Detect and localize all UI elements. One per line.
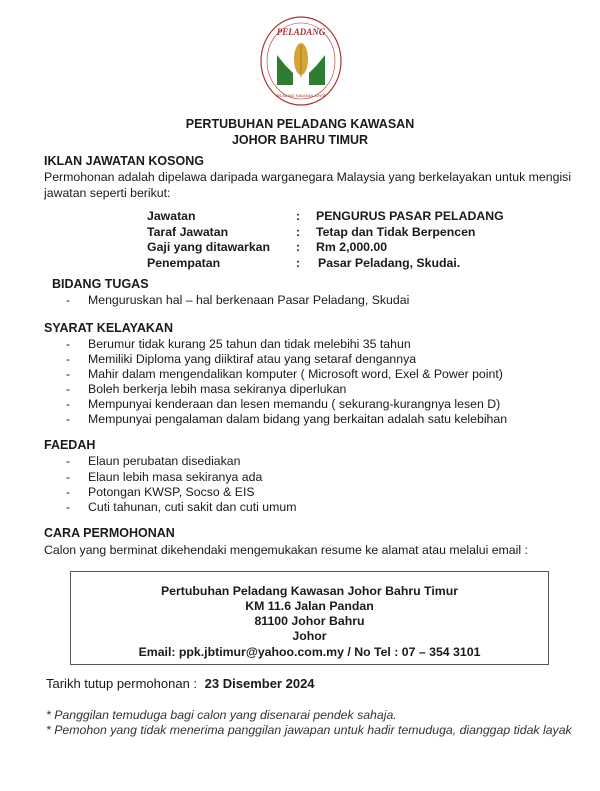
peladang-logo [259,15,343,107]
detail-label: Jawatan [147,209,196,223]
bullet-dash: - [66,454,71,468]
closing-date-value: 23 Disember 2024 [204,676,315,691]
closing-date [46,676,315,691]
detail-value-gaji: Rm 2,000.00 [316,240,388,254]
detail-label: Gaji yang ditawarkan [147,240,271,254]
detail-colon: : [296,225,301,239]
bullet-dash: - [66,397,71,411]
detail-colon: : [296,240,301,254]
note-2: * Pemohon yang tidak menerima panggilan jawapan untuk hadir temuduga, dianggap tidak layak [46,723,572,737]
detail-value-penempatan: Pasar Peladang, Skudai. [318,256,461,270]
list-item: Menguruskan hal – hal berkenaan Pasar Peladang, Skudai [88,293,410,307]
list-item: Elaun perubatan disediakan [88,454,241,468]
detail-colon: : [296,209,301,223]
list-item: Berumur tidak kurang 25 tahun dan tidak melebihi 35 tahun [88,337,411,351]
svg-text:PELADANG: PELADANG [276,27,326,37]
section-heading-faedah: FAEDAH [44,438,96,452]
closing-label: Tarikh tutup permohonan : [46,676,198,691]
detail-label: Penempatan [147,256,221,270]
org-title-line1: PERTUBUHAN PELADANG KAWASAN [185,117,415,131]
bullet-dash: - [66,485,71,499]
address-line2: KM 11.6 Jalan Pandan [245,599,374,613]
bullet-dash: - [66,367,71,381]
section-heading-bidang-tugas: BIDANG TUGAS [52,277,149,291]
list-item: Memiliki Diploma yang diiktiraf atau yang setaraf dengannya [88,352,417,366]
list-item: Mahir dalam mengendalikan komputer ( Microsoft word, Exel & Power point) [88,367,503,381]
detail-colon: : [296,256,301,270]
bullet-dash: - [66,293,71,307]
bullet-dash: - [66,352,71,366]
bullet-dash: - [66,412,71,426]
bullet-dash: - [66,500,71,514]
address-line4: Johor [292,629,327,643]
list-item: Potongan KWSP, Socso & EIS [88,485,255,499]
list-item: Cuti tahunan, cuti sakit dan cuti umum [88,500,297,514]
note-1: * Panggilan temuduga bagi calon yang disenarai pendek sahaja. [46,708,397,722]
section-heading-syarat: SYARAT KELAYAKAN [44,321,173,335]
intro-text-line2: jawatan seperti berikut: [44,186,171,200]
address-line1: Pertubuhan Peladang Kawasan Johor Bahru Timur [160,584,458,598]
detail-label: Taraf Jawatan [147,225,229,239]
list-item: Elaun lebih masa sekiranya ada [88,470,263,484]
list-item: Boleh berkerja lebih masa sekiranya diperlukan [88,382,347,396]
svg-text:PELADANG KAWASAN JOHOR: PELADANG KAWASAN JOHOR [275,94,327,98]
list-item: Mempunyai kenderaan dan lesen memandu ( sekurang-kurangnya lesen D) [88,397,501,411]
detail-value-jawatan: PENGURUS PASAR PELADANG [316,209,504,223]
list-item: Mempunyai pengalaman dalam bidang yang berkaitan adalah satu kelebihan [88,412,508,426]
intro-text-line1: Permohonan adalah dipelawa daripada warganegara Malaysia yang berkelayakan untuk mengisi [44,170,572,184]
detail-value-taraf: Tetap dan Tidak Berpencen [316,225,476,239]
address-line3: 81100 Johor Bahru [254,614,365,628]
address-contact: Email: ppk.jbtimur@yahoo.com.my / No Tel : 07 – 354 3101 [138,645,481,659]
section-heading-cara: CARA PERMOHONAN [44,526,175,540]
bullet-dash: - [66,337,71,351]
section-heading-iklan: IKLAN JAWATAN KOSONG [44,154,204,168]
cara-text: Calon yang berminat dikehendaki mengemukakan resume ke alamat atau melalui email : [44,543,528,557]
org-title-line2: JOHOR BAHRU TIMUR [231,133,369,147]
bullet-dash: - [66,382,71,396]
bullet-dash: - [66,470,71,484]
